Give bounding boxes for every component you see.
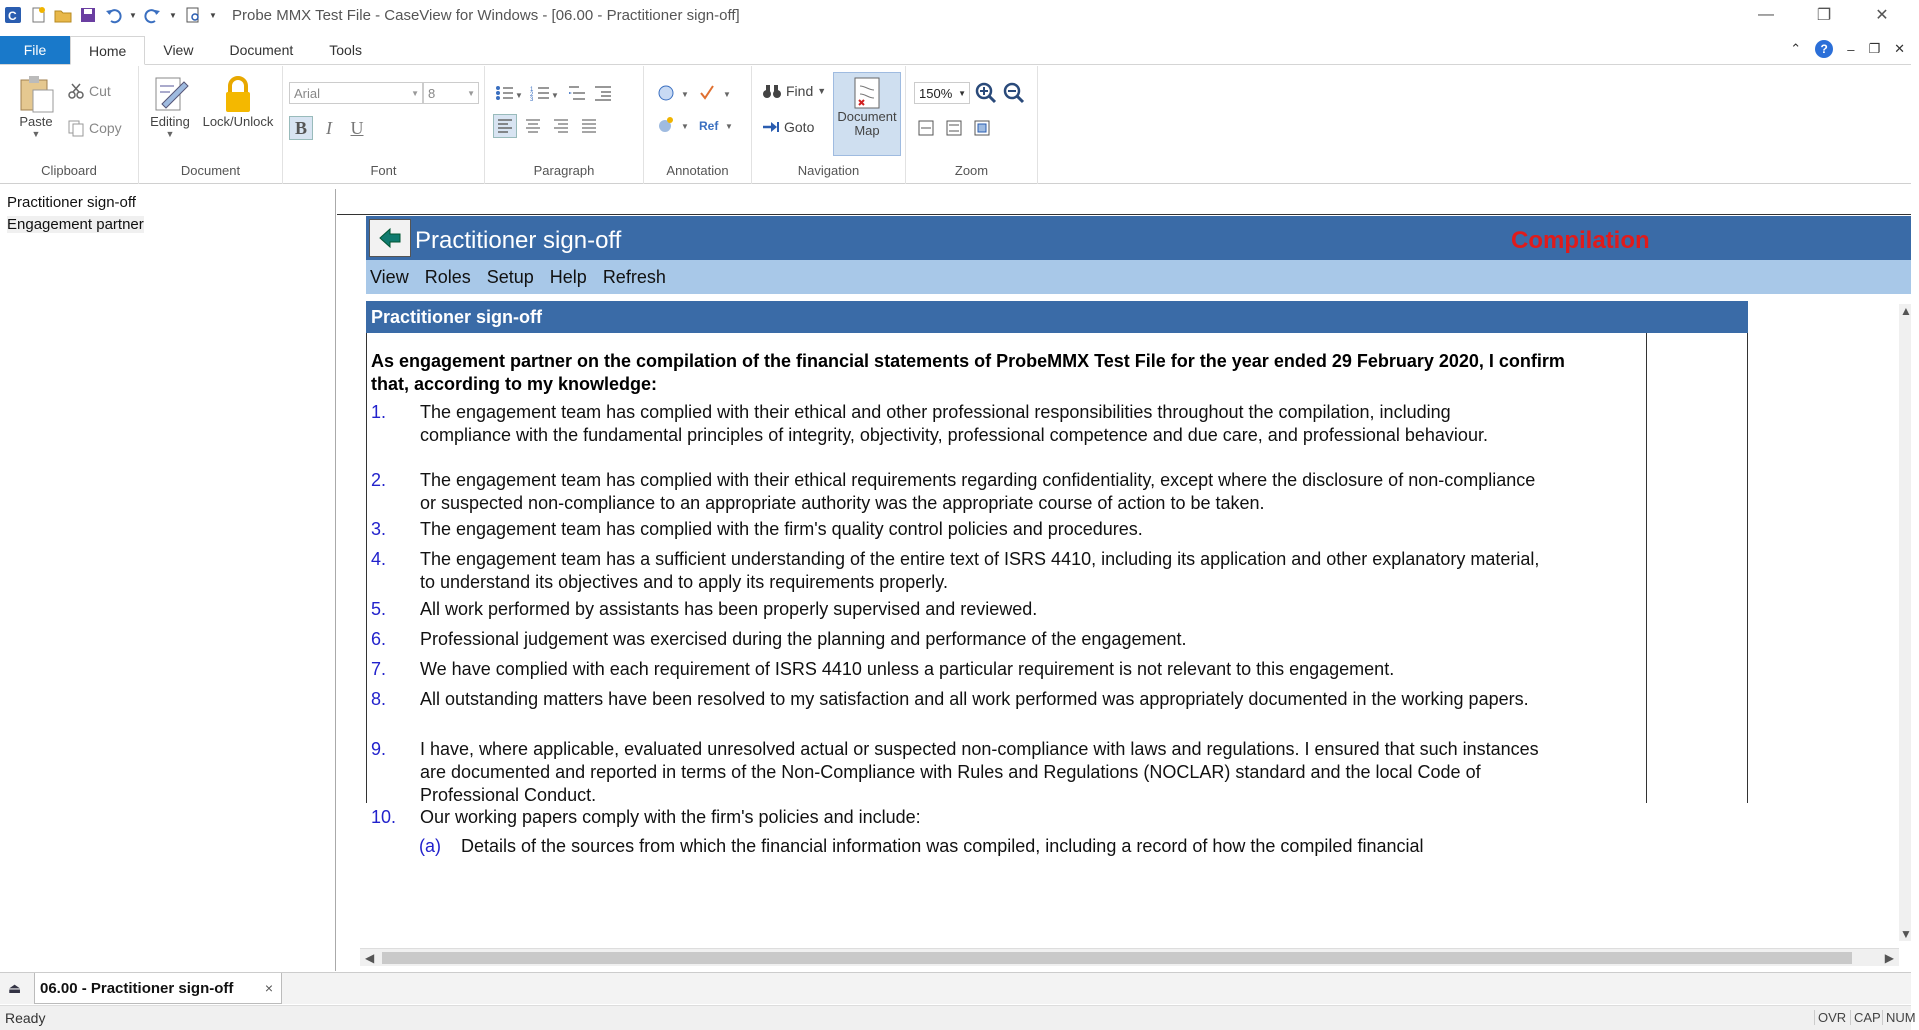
justify-icon[interactable] [577, 114, 601, 138]
svg-text:Ref: Ref [699, 119, 719, 133]
svg-text:C: C [8, 9, 17, 23]
help-icon[interactable]: ? [1815, 40, 1833, 58]
editing-button[interactable]: Editing ▼ [145, 74, 195, 139]
page-title: Practitioner sign-off [415, 227, 622, 254]
status-bar [0, 1005, 1916, 1030]
scroll-left-icon[interactable]: ◀ [365, 951, 375, 965]
num-indicator: NUM [1882, 1010, 1919, 1025]
doc-close-icon[interactable]: ✕ [1894, 41, 1905, 56]
document-ruler [337, 189, 1911, 215]
clipboard-group [0, 66, 139, 184]
cut-icon [67, 82, 85, 100]
paste-button[interactable]: Paste ▼ [14, 74, 58, 139]
doc-minimize-icon[interactable]: – [1847, 41, 1855, 57]
document-page [366, 216, 1911, 856]
document-area [337, 189, 1911, 971]
annotation-group-label: Annotation [666, 163, 729, 178]
ribbon [0, 66, 1911, 184]
svg-text:▼: ▼ [515, 91, 523, 100]
indent-icon[interactable] [591, 82, 615, 104]
vertical-scrollbar[interactable] [1899, 304, 1911, 941]
quick-access-toolbar [0, 0, 218, 30]
ovr-indicator: OVR [1814, 1010, 1849, 1025]
app-icon[interactable] [3, 5, 23, 25]
multilevel-list-icon[interactable] [565, 82, 589, 104]
qat-customize-icon[interactable]: ▼ [209, 10, 217, 20]
tab-tools[interactable]: Tools [329, 42, 362, 58]
annotation-circle-icon[interactable] [656, 82, 694, 104]
document-group [139, 66, 283, 184]
menu-view[interactable]: View [370, 266, 409, 287]
print-preview-icon[interactable] [183, 5, 203, 25]
compilation-badge: Compilation [1511, 227, 1650, 254]
doc-restore-icon[interactable]: ❐ [1868, 41, 1881, 56]
editing-icon [150, 74, 190, 114]
undo-dropdown-icon[interactable]: ▼ [129, 10, 137, 20]
document-content: As engagement partner on the compilation of the financial statements of ProbeMMX Test File for the year ended 29 February 2020, I confirm that, according to my knowledge: 1. The engagement team has complied with their ethical and other professional responsibilities throughout the compilation, including compliance with the fundamental principles of integrity, objectivity, professional competence and due care, and professional behaviour. 2. The engagement team has complied with their ethical requirements regarding confidentiality, except where the disclosure of non-compliance or suspected non-compliance to an appropriate authority was the appropriate course of action to be taken. 3. The engagement team has complied with the firm's quality control policies and procedures. 4. The engagement team has a sufficient understanding of the entire text of ISRS 4410, including its application and other explanatory material, to understand its objectives and to apply its requirements properly. 5. All work performed by assistants has been properly supervised and reviewed. 6. Professional judgement was exercised during the planning and performance of the engagement. 7. We have complied with each requirement of ISRS 4410 unless a particular requirement is not relevant to this engagement. 8. All outstanding matters have been resolved to my satisfaction and all work performed was appropriately documented in the working papers. 9. I have, where applicable, evaluated unresolved actual or suspected non-compliance with laws and regulations. I ensured that such instances are documented and reported in terms of the Non-Compliance with Rules and Regulations (NOCLAR) standard and the local Code of Professional Conduct. 10. Our working papers comply with the firm's policies and include: (a) Details of the sources from which the financial information was compiled, including a record of how the compiled financial [366, 333, 1748, 803]
svg-text:2: 2 [530, 92, 534, 98]
scroll-up-icon[interactable]: ▲ [1900, 304, 1912, 318]
bold-button[interactable]: B [289, 116, 313, 140]
goto-arrow-icon [762, 120, 780, 134]
tickmark-icon[interactable] [698, 82, 736, 104]
undo-icon[interactable] [103, 5, 123, 25]
document-menu-bar [366, 260, 1911, 294]
ribbon-tabs [0, 37, 1911, 65]
underline-button[interactable]: U [350, 117, 364, 138]
column-divider [1646, 333, 1647, 803]
italic-button[interactable]: I [326, 117, 332, 138]
svg-text:▼: ▼ [725, 122, 733, 131]
tree-item-practitioner-sign-off[interactable]: Practitioner sign-off [7, 193, 136, 211]
tab-view[interactable]: View [163, 42, 194, 58]
paragraph-group [485, 66, 644, 184]
svg-text:▼: ▼ [681, 122, 689, 131]
font-size-select[interactable]: 8 ▼ [423, 82, 479, 104]
bullets-icon[interactable] [493, 82, 523, 104]
svg-text:▼: ▼ [723, 90, 731, 99]
font-size-dropdown-icon: ▼ [467, 89, 475, 98]
paste-dropdown-icon[interactable]: ▼ [31, 129, 41, 139]
svg-text:▼: ▼ [681, 90, 689, 99]
whole-page-icon[interactable] [944, 118, 964, 138]
paragraph-group-label: Paragraph [533, 163, 595, 178]
font-family-select[interactable]: Arial ▼ [289, 82, 423, 104]
document-group-label: Document [180, 163, 241, 178]
save-icon[interactable] [78, 5, 98, 25]
lock-icon [218, 74, 258, 114]
document-map-pane [0, 189, 336, 971]
zoom-dropdown-icon: ▼ [958, 89, 966, 98]
horizontal-scroll-thumb[interactable] [382, 952, 1852, 964]
menu-setup[interactable]: Setup [486, 266, 534, 287]
issue-icon[interactable] [656, 114, 694, 136]
open-folder-icon[interactable] [53, 5, 73, 25]
menu-refresh[interactable]: Refresh [602, 266, 666, 287]
numbering-icon[interactable] [529, 82, 559, 104]
collapse-ribbon-icon[interactable]: ⌃ [1790, 41, 1802, 56]
find-button[interactable]: Find ▼ [762, 82, 826, 100]
font-group-label: Font [370, 163, 397, 178]
copy-icon [67, 119, 85, 137]
cut-button[interactable]: Cut [67, 82, 111, 100]
window-controls [1737, 0, 1911, 30]
cap-indicator: CAP [1850, 1010, 1884, 1025]
intro-paragraph: As engagement partner on the compilation of the financial statements of ProbeMMX Test File for the year ended 29 February 2020, I confirm that, according to my knowledge: [371, 351, 1565, 394]
document-map-icon [851, 76, 883, 110]
tab-home[interactable]: Home [70, 36, 145, 65]
tab-file[interactable]: File [0, 36, 70, 64]
window-title: Probe MMX Test File - CaseView for Windows - [06.00 - Practitioner sign-off] [232, 6, 740, 24]
tree-item-engagement-partner[interactable]: Engagement partner [7, 215, 144, 233]
clipboard-group-label: Clipboard [41, 163, 97, 178]
ribbon-right-controls [1790, 40, 1911, 58]
scroll-right-icon[interactable]: ▶ [1884, 951, 1894, 965]
document-map-button[interactable]: Document Map [833, 72, 901, 156]
redo-icon[interactable] [143, 5, 163, 25]
svg-text:3: 3 [530, 97, 534, 103]
svg-text:▼: ▼ [551, 91, 559, 100]
annotation-group [644, 66, 752, 184]
align-left-icon[interactable] [493, 114, 517, 138]
tab-document[interactable]: Document [229, 42, 294, 58]
navigation-group [752, 66, 906, 184]
lock-unlock-button[interactable]: Lock/Unlock [197, 74, 279, 129]
navigation-group-label: Navigation [797, 163, 860, 178]
section-heading: Practitioner sign-off [366, 301, 1748, 333]
status-text: Ready [5, 1010, 46, 1026]
page-header [366, 216, 1911, 260]
page-width-icon[interactable] [916, 118, 936, 138]
zoom-out-icon[interactable] [1003, 82, 1025, 104]
zoom-in-icon[interactable] [975, 82, 997, 104]
font-family-dropdown-icon: ▼ [411, 89, 419, 98]
fit-page-icon[interactable] [972, 118, 992, 138]
paste-icon [17, 74, 55, 114]
sub-list-item[interactable]: (a) Details of the sources from which the financial information was compiled, including a record of how the compiled financial [419, 836, 1424, 856]
title-bar [0, 0, 1911, 30]
svg-text:1: 1 [530, 87, 534, 93]
copy-button[interactable]: Copy [67, 119, 122, 137]
back-arrow-icon [377, 227, 403, 249]
zoom-group-label: Zoom [954, 163, 989, 178]
menu-help[interactable]: Help [549, 266, 587, 287]
close-tab-icon[interactable]: × [264, 980, 273, 996]
align-right-icon[interactable] [549, 114, 573, 138]
reference-icon[interactable] [698, 114, 736, 136]
zoom-group [906, 66, 1038, 184]
goto-button[interactable]: Goto [762, 119, 814, 135]
horizontal-scrollbar[interactable] [360, 948, 1899, 966]
new-file-icon[interactable] [28, 5, 48, 25]
scroll-down-icon[interactable]: ▼ [1900, 927, 1912, 941]
align-center-icon[interactable] [521, 114, 545, 138]
document-tab[interactable]: 06.00 - Practitioner sign-off × [34, 973, 282, 1004]
menu-roles[interactable]: Roles [424, 266, 471, 287]
document-tab-strip [0, 972, 1911, 1004]
zoom-level-select[interactable]: 150% ▼ [914, 82, 970, 104]
font-group [283, 66, 485, 184]
find-dropdown-icon: ▼ [817, 86, 827, 96]
redo-dropdown-icon[interactable]: ▼ [169, 10, 177, 20]
editing-dropdown-icon[interactable]: ▼ [165, 129, 175, 139]
back-button[interactable] [369, 219, 411, 257]
restore-icon[interactable]: ❐ [1816, 7, 1832, 24]
close-icon[interactable]: ✕ [1875, 7, 1889, 24]
minimize-icon[interactable]: — [1758, 6, 1774, 23]
tab-list-icon[interactable]: ⏏ [8, 980, 22, 996]
binoculars-icon [762, 82, 782, 100]
